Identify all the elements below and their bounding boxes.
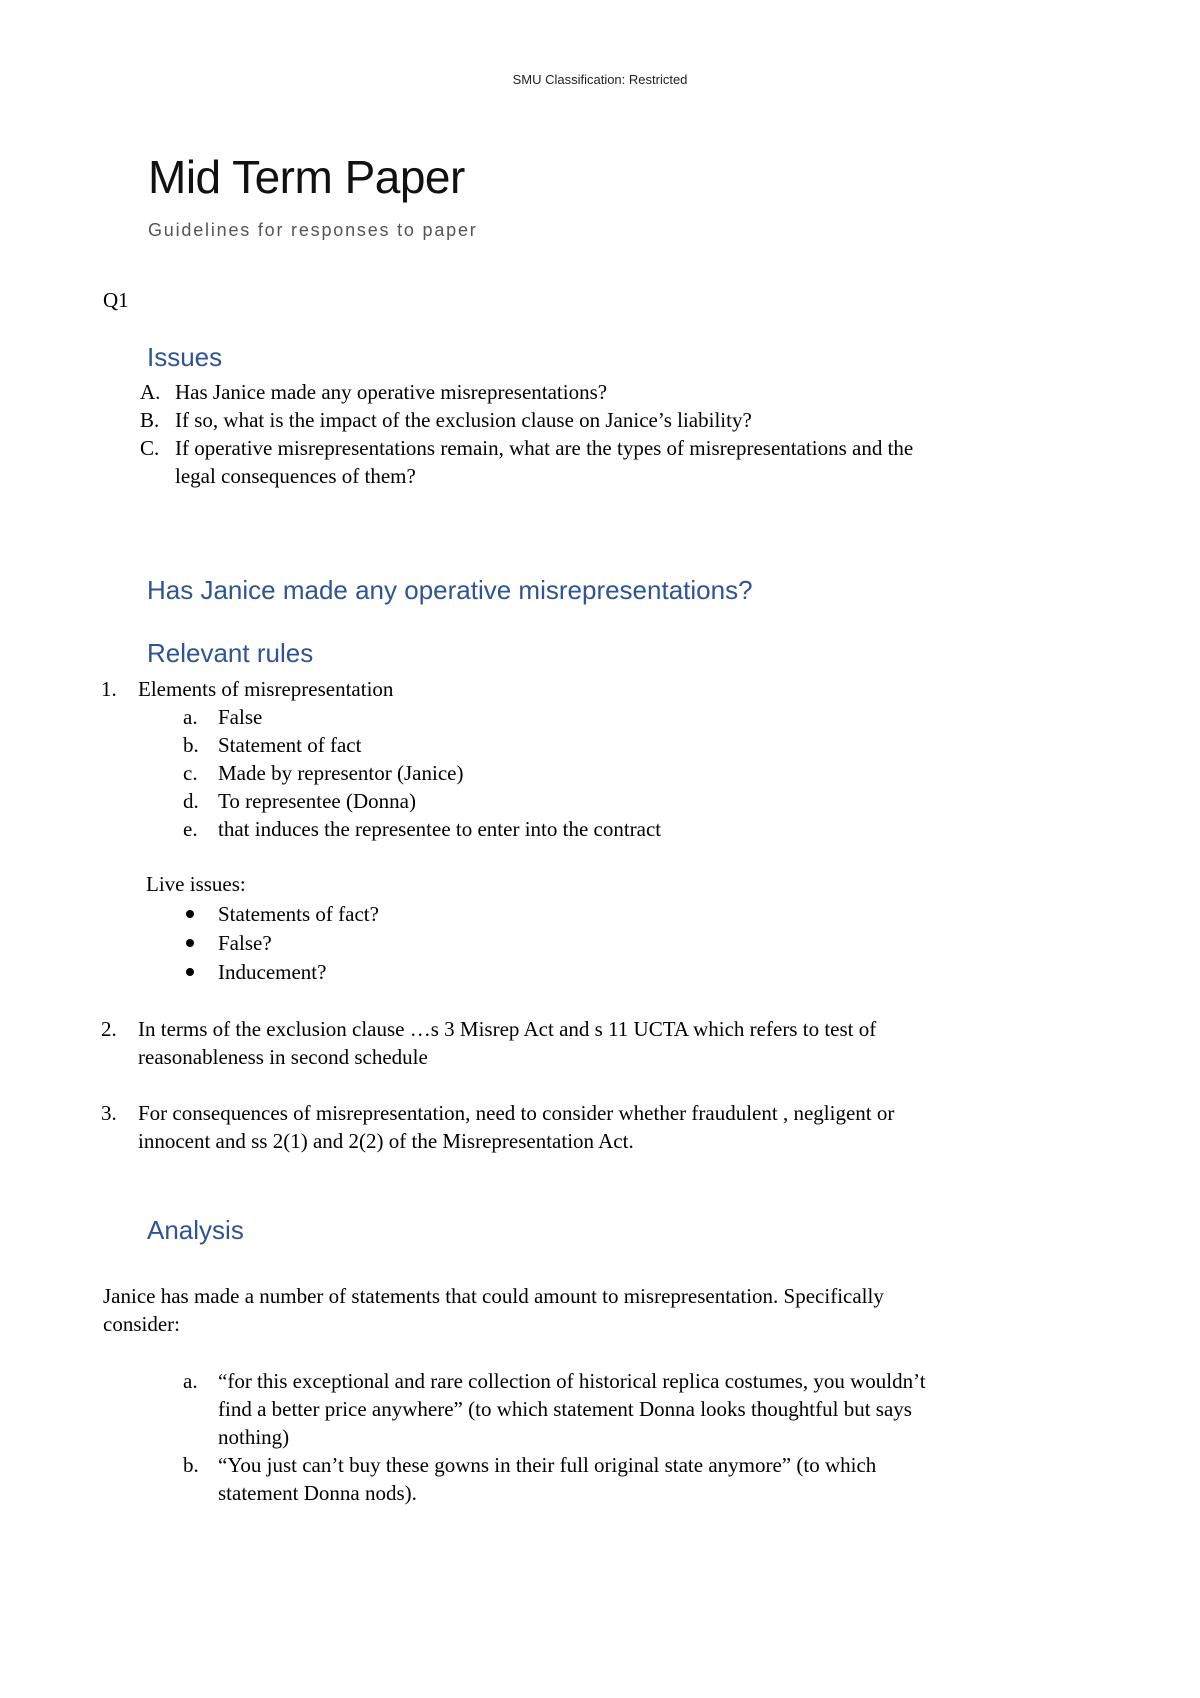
section-heading: Has Janice made any operative misrepresentations? (147, 575, 753, 605)
bullet-icon (186, 968, 194, 976)
element-label: b. (183, 733, 199, 757)
element-text: False (218, 705, 263, 729)
rules-heading: Relevant rules (147, 638, 314, 668)
classification-header: SMU Classification: Restricted (512, 72, 688, 87)
question-label: Q1 (103, 288, 129, 312)
live-issue-text: Inducement? (218, 960, 327, 984)
element-label: e. (183, 817, 198, 841)
analysis-heading: Analysis (147, 1215, 244, 1245)
live-issue-text: False? (218, 931, 272, 955)
issue-label: A. (140, 380, 161, 404)
statement-label: a. (183, 1369, 198, 1393)
analysis-intro: Janice has made a number of statements that could amount to misrepresentation. Specifically (103, 1284, 884, 1308)
issue-label: B. (140, 408, 160, 432)
rule-text: Elements of misrepresentation (138, 677, 394, 701)
rule-label: 2. (101, 1017, 117, 1041)
rule-label: 3. (101, 1101, 117, 1125)
element-text: To representee (Donna) (218, 789, 416, 813)
element-text: Made by representor (Janice) (218, 761, 464, 785)
statement-text: “You just can’t buy these gowns in their full original state anymore” (to which (218, 1453, 877, 1477)
live-issues-label: Live issues: (146, 872, 246, 896)
issue-text: If so, what is the impact of the exclusion clause on Janice’s liability? (175, 408, 752, 432)
element-label: c. (183, 761, 198, 785)
page-title: Mid Term Paper (148, 151, 465, 203)
bullet-icon (186, 939, 194, 947)
bullet-icon (186, 910, 194, 918)
element-text: that induces the representee to enter into the contract (218, 817, 662, 841)
live-issue-text: Statements of fact? (218, 902, 379, 926)
statement-text: find a better price anywhere” (to which statement Donna looks thoughtful but says (218, 1397, 912, 1421)
rule-text: In terms of the exclusion clause …s 3 Misrep Act and s 11 UCTA which refers to test of (138, 1017, 877, 1041)
rule-text: For consequences of misrepresentation, need to consider whether fraudulent , negligent or (138, 1101, 895, 1125)
page-subtitle: Guidelines for responses to paper (148, 220, 478, 240)
statement-label: b. (183, 1453, 199, 1477)
analysis-intro: consider: (103, 1312, 180, 1336)
statement-text: “for this exceptional and rare collection of historical replica costumes, you wouldn’t (218, 1369, 926, 1393)
statement-text: nothing) (218, 1425, 290, 1449)
rule-label: 1. (101, 677, 117, 701)
issues-heading: Issues (147, 342, 223, 372)
issue-text: Has Janice made any operative misrepresentations? (175, 380, 608, 404)
issue-text: If operative misrepresentations remain, what are the types of misrepresentations and the (175, 436, 914, 460)
statement-text: statement Donna nods). (218, 1481, 417, 1505)
rule-text: innocent and ss 2(1) and 2(2) of the Misrepresentation Act. (138, 1129, 634, 1153)
rule-text: reasonableness in second schedule (138, 1045, 428, 1069)
issue-text: legal consequences of them? (175, 464, 416, 488)
element-text: Statement of fact (218, 733, 362, 757)
element-label: d. (183, 789, 199, 813)
element-label: a. (183, 705, 198, 729)
issue-label: C. (140, 436, 160, 460)
